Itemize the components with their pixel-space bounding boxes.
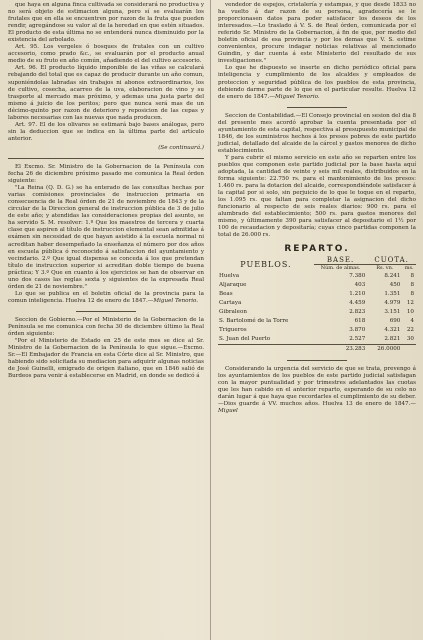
- section-rule: [287, 107, 347, 108]
- paragraph: Seccion de Gobierno.—Por el Ministerio de la Gobernacion de la Península se me comunica con fecha 30 de diciembre último la Real órden siguiente:: [8, 316, 204, 338]
- table-row: [218, 272, 416, 281]
- almas-value: 2.527: [349, 335, 366, 342]
- subheader-almas: Núm. de almas.: [320, 264, 361, 271]
- paragraph-text: Lo que he dispuesto se inserte en dicho periódico oficial para inteligencia y cumplimiento de los alcaldes y empleados de proteccion y seguridad pública de los pueblos de esta provincia, debiendo darme parte de lo que en el particular resulte. Huelva 12 de enero de 1847.—: [218, 65, 416, 100]
- section-rule: [8, 158, 204, 159]
- paragraph: Y para cubrir el mismo servicio en este año se reparten entre los pueblos que componen este partido judicial por la base hasta aquí adoptada, la cantidad de veinte y seis mil reales, distribuidos en la forma siguiente: 22.750 rs. para el mantenimiento de los presos: 1.460 rs. para la dotacion del alcaide, correspondiéndole satisfacer á la capital por si solo, sin perjuicio de lo que le toque en el reparto, los 1.095 rs. que faltan para completar la asignacion del dicho funcionario al respecto de seis reales diarios: 900 rs. para el alumbrado del establecimiento; 500 rs. para gastos menores del mismo, y últimamente 390 para satisfacer al depositario el 1½ por 100 de recaudacion y depositaría; cuyas cinco partidas componen la total de 26.000 rs.: [218, 154, 416, 239]
- paragraph: Seccion de Contabilidad.—El Consejo provincial en sesion del dia 8 del presente mes acordó aprobar la cuenta presentada por el ayuntamiento de esta capital, respectiva al presupuesto municipal de 1846, de los suministros hechos á los presos pobres de este partido judicial, detallado del alcaide de la cárcel y gastos menores de dicho establecimiento.: [218, 112, 417, 154]
- almas-value: 618: [354, 317, 366, 324]
- rs-value: 8.241: [384, 272, 401, 279]
- rs-value: 1.351: [384, 290, 401, 297]
- table-row: [218, 326, 416, 335]
- reparto-title: REPARTO.: [284, 243, 350, 254]
- town-name: Gibraleon: [219, 308, 247, 315]
- signature: Miguel Tenorio.: [275, 93, 320, 100]
- paragraph: "La Reina (Q. D. G.) se ha enterado de las consultas hechas por varias comisiones provinciales de instruccion primaria en consecuencia de la Real órden de 21 de noviembre de 1843 y de la circular de la Direccion general de instruccion pública de 3 de julio de este año; y atendidas las consideraciones propias del asunto, se ha servido S. M. resolver: 1.º Que los maestros de tercera y cuarta clase que aspiren al título de instruccion elemental sean admitidas á exámen sin necesidad de que hayan asistido á la escuela normal ni acreditan haber desempeñado la enseñanza el número por dos años en escuela pública ó reconocido á satisfaccion del ayuntamiento y vecindario. 2.º Que igual dispensa se conceda á los que pretendan título de instruccion superior si acreditan doble tiempo de buena práctica; Y 3.º Que en cuanto á los ejercicios se han de observar en uno dos casos las reglas sexta y siguientes de la expresada Real órden de 21 de noviembre.": [8, 185, 204, 290]
- table-row: [218, 281, 416, 290]
- almas-value: 7.380: [349, 272, 366, 279]
- ms-value: 8: [410, 281, 414, 288]
- paragraph: [8, 291, 204, 305]
- almas-value: 2.823: [349, 308, 366, 315]
- paragraph: que haya en alguna finca cultivada se considerará no productiva y no será objeto de estimacion alguna, pero sí se evaluarán los frutales que en ella se encuentren por razon de la fruta que pueden rendir, agregándose su valor al de la heredad en que estén situados. El producto de esta última no se entenderá nunca disminuido por la existencia del arbolado.: [8, 2, 204, 44]
- reparto-table: [218, 257, 416, 355]
- rs-value: 3.151: [384, 308, 401, 315]
- rs-value: 690: [389, 317, 401, 324]
- paragraph-art-95: Art. 95. Los vergeles ó bosques de frutales con un cultivo accesorio, como prado &c., se evaluarán por el producto anual medio de su fruto en año común, añadiendo el del cultivo accesorio.: [8, 44, 204, 65]
- total-almas: 23.283: [314, 345, 367, 355]
- column-divider: [210, 0, 211, 640]
- almas-value: 403: [354, 281, 366, 288]
- signature: Miguel Tenorio.: [153, 297, 199, 304]
- total-rs: 26.0000: [367, 345, 402, 355]
- header-base: BASE.: [314, 257, 367, 265]
- reparto-rows: [218, 272, 416, 345]
- paragraph-art-97: Art. 97. El de los olivares se estimará bajo bases análogas, pero sin la deduccion que se indica en la última parte del artículo anterior.: [8, 121, 204, 142]
- town-name: S. Bartolomé de la Torre: [219, 317, 289, 324]
- rs-value: 450: [389, 281, 401, 288]
- paragraph-text: Lo que se publica en el boletin oficial de la provincia para la comun inteligencia. Huelva 12 de enero de 1847.—: [8, 290, 204, 304]
- table-row: [218, 335, 416, 345]
- header-cuota: CUOTA.: [367, 257, 416, 265]
- subheader-ms: ms.: [404, 264, 414, 271]
- table-row: [218, 308, 416, 317]
- town-name: Aljaraque: [219, 281, 247, 288]
- town-name: Huelva: [219, 272, 240, 279]
- header-pueblos: PUEBLOS.: [240, 259, 292, 269]
- continuation-note: (Se continuará.): [158, 144, 204, 151]
- section-rule: [76, 311, 136, 312]
- town-name: Cartaya: [219, 299, 242, 306]
- table-row: [218, 317, 416, 326]
- rs-value: 4.979: [384, 299, 401, 306]
- paragraph-art-96: Art. 96. El producto líquido imponible de las viñas se calculará rebajando del total que es capaz de producir durante un año comun, suponiéndolas labradas sin trabajos ni abonos extraordinarios, los de cultivo, cosecha, acarreo de la uva, elaboracion de vino y su trasporte al mercado mas próximo, y ademas una justa parte del mismo á juicio de los peritos; pero que nunca será mas de un décimo-quinto por razon de deterioro y reposicion de las cepas y labores necesarias con las nuevas que nada producen.: [8, 65, 204, 121]
- ms-value: 8: [410, 272, 414, 279]
- left-column: [8, 2, 204, 380]
- town-name: Beas: [219, 290, 233, 297]
- ms-value: 10: [406, 308, 414, 315]
- ms-value: 4: [410, 317, 414, 324]
- ms-value: 30: [406, 335, 414, 342]
- rs-value: 2.821: [384, 335, 401, 342]
- right-column: [218, 2, 416, 415]
- town-name: S. Juan del Puerto: [219, 335, 271, 342]
- almas-value: 1.210: [349, 290, 366, 297]
- table-total-row: [218, 345, 416, 355]
- ms-value: 12: [406, 299, 414, 306]
- paragraph: El Excmo. Sr. Ministro de la Gobernacion de la Península con fecha 26 de diciembre próximo pasado me comunica la Real órden siguiente:: [8, 163, 204, 185]
- almas-value: 4.459: [349, 299, 366, 306]
- signature: Miguel: [218, 408, 238, 415]
- subheader-rs: Rs. vn.: [376, 264, 394, 271]
- ms-value: 22: [406, 326, 414, 333]
- paragraph: "Por el Ministerio de Estado en 25 de este mes se dice al Sr. Ministro de la Gobernacion de la Península lo que sigue.—Excmo. Sr.—El Embajador de Francia en esta Córte dice al Sr. Ministro, que habiendo sido solicitada su mediacion para adquirir algunas noticias de José Guinelli, emigrado de origen italiano, que en 1846 salió de Burdeos para venir á establecerse en Madrid, en donde se dedicó á: [8, 338, 204, 380]
- ms-value: 8: [410, 290, 414, 297]
- town-name: Trigueros: [219, 326, 247, 333]
- paragraph: [218, 65, 416, 100]
- table-row: [218, 299, 416, 308]
- paragraph-text: Considerando la urgencia del servicio de que se trata, prevengo á los ayuntamientos de los pueblos de este partido judicial satisfagan con la mayor puntualidad y por trimestres adelantados las cuotas que les han cabido en el anterior reparto, esperando de su celo no darán lugar á que haya que recordarles el cumplimiento de su deber.—Dios guarde á VV. muchos años. Huelva 13 de enero de 1847.—: [218, 366, 416, 408]
- section-rule: [287, 360, 347, 361]
- paragraph: [218, 366, 416, 415]
- almas-value: 3.870: [349, 326, 366, 333]
- total-ms: [402, 345, 416, 355]
- table-row: [218, 290, 416, 299]
- rs-value: 4.321: [384, 326, 401, 333]
- paragraph: vendedor de espejos, cristalería y estampas, y que desde 1833 no ha vuelto á dar razon de su persona, agradecería se le proporcionasen datos para poder satisfacer los deseos de los interesados.—Lo traslado á V. S. de Real órden, comunicada por el referido Sr. Ministro de la Gobernacion, á fin de que, por medio del boletin oficial de esa provincia y por los demas que V. S. estime convenientes, procure indagar noticias relativas al mencionado Guindin, y dar cuenta á este Ministerio del resultado de sus investigaciones.": [218, 2, 416, 65]
